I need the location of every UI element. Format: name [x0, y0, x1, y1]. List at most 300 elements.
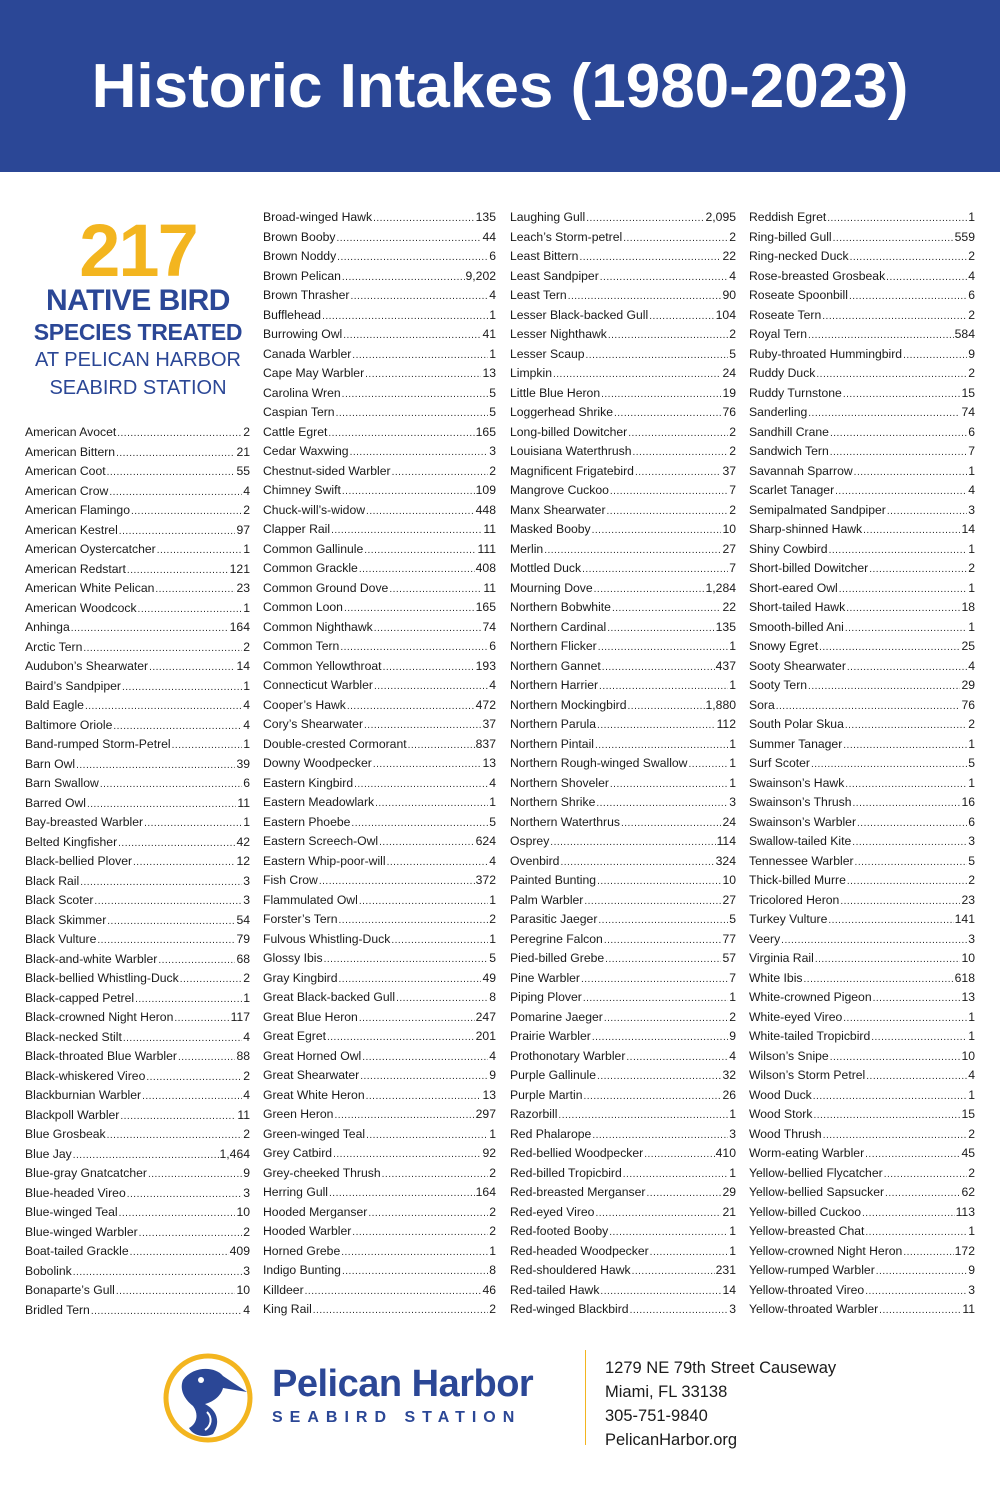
species-row: [25, 599, 250, 619]
dot-leader: [847, 658, 967, 677]
species-row: [510, 345, 736, 365]
dot-leader: [337, 248, 488, 267]
intake-count: 13: [482, 756, 496, 770]
dot-leader: [579, 248, 721, 267]
dot-leader: [600, 1282, 721, 1301]
species-name: Blue Grosbeak: [25, 1127, 106, 1141]
species-row: [749, 481, 975, 501]
species-name: Osprey: [510, 834, 550, 848]
species-row: [510, 715, 736, 735]
species-row: [25, 989, 250, 1009]
summary-line-1: NATIVE BIRD: [46, 284, 230, 317]
species-row: [749, 306, 975, 326]
species-row: [510, 1027, 736, 1047]
species-name: Yellow-crowned Night Heron: [749, 1243, 903, 1258]
species-row: [510, 1164, 736, 1184]
intake-count: 1: [968, 736, 975, 751]
species-column-3: [510, 208, 736, 1320]
species-row: [749, 1300, 975, 1320]
species-name: Barred Owl: [25, 795, 86, 810]
species-name: Swallow-tailed Kite: [749, 834, 852, 848]
dot-leader: [879, 1301, 961, 1320]
dot-leader: [584, 892, 721, 911]
dot-leader: [76, 756, 235, 775]
dot-leader: [583, 989, 728, 1008]
intake-count: 3: [489, 444, 496, 458]
intake-count: 8: [489, 1263, 496, 1277]
species-row: [510, 618, 736, 638]
species-row: [749, 462, 975, 482]
intake-count: 15: [961, 385, 975, 400]
species-name: Caspian Tern: [263, 405, 335, 419]
species-name: Downy Woodpecker: [263, 756, 372, 770]
dot-leader: [313, 1301, 488, 1320]
species-row: [749, 637, 975, 657]
intake-count: 29: [961, 678, 975, 692]
species-name: Eastern Phoebe: [263, 814, 351, 829]
dot-leader: [344, 599, 475, 618]
dot-leader: [843, 736, 967, 755]
intake-count: 16: [961, 795, 975, 809]
species-row: [25, 1086, 250, 1106]
intake-count: 1,880: [705, 697, 736, 712]
species-row: [510, 267, 736, 287]
species-row: [510, 774, 736, 794]
species-row: [749, 559, 975, 579]
dot-leader: [595, 1204, 721, 1223]
dot-leader: [623, 1165, 728, 1184]
dot-leader: [366, 502, 475, 521]
intake-count: 15: [961, 1107, 975, 1121]
species-row: [749, 1222, 975, 1242]
intake-count: 1: [243, 600, 250, 615]
address-line-2: Miami, FL 33138: [605, 1383, 728, 1401]
species-row: [25, 716, 250, 736]
species-name: Loggerhead Shrike: [510, 405, 613, 419]
dot-leader: [828, 911, 953, 930]
dot-leader: [623, 229, 728, 248]
dot-leader: [813, 1106, 960, 1125]
summary-line-4: SEABIRD STATION: [49, 377, 227, 399]
species-name: Blue-winged Teal: [25, 1205, 118, 1219]
species-row: [749, 774, 975, 794]
dot-leader: [600, 268, 728, 287]
dot-leader: [130, 1243, 229, 1262]
species-name: Glossy Ibis: [263, 951, 323, 965]
species-name: Summer Tanager: [749, 736, 843, 751]
species-row: [749, 267, 975, 287]
intake-count: 24: [722, 814, 736, 829]
species-row: [510, 1086, 736, 1106]
species-name: Canada Warbler: [263, 346, 352, 361]
header-banner: [0, 0, 1000, 172]
dot-leader: [107, 912, 235, 931]
species-row: [510, 247, 736, 267]
intake-count: 3: [729, 1302, 736, 1316]
species-row: [263, 657, 496, 677]
intake-count: 135: [475, 210, 496, 224]
species-row: [510, 832, 736, 852]
species-name: Painted Bunting: [510, 873, 597, 887]
intake-count: 164: [475, 1185, 496, 1199]
dot-leader: [374, 619, 482, 638]
species-row: [510, 1066, 736, 1086]
species-name: Worm-eating Warbler: [749, 1146, 865, 1160]
species-name: Common Ground Dove: [263, 580, 389, 595]
intake-count: 4: [489, 775, 496, 790]
species-row: [749, 364, 975, 384]
address-line-1: 1279 NE 79th Street Causeway: [605, 1359, 837, 1377]
intake-count: 97: [236, 522, 250, 537]
website-link[interactable]: PelicanHarbor.org: [605, 1431, 738, 1449]
dot-leader: [597, 716, 716, 735]
dot-leader: [127, 561, 229, 580]
intake-count: 2: [968, 873, 975, 887]
species-row: [749, 1105, 975, 1125]
intake-count: 1: [968, 1224, 975, 1238]
intake-count: 372: [475, 873, 496, 887]
species-row: [25, 1242, 250, 1262]
species-name: Roseate Tern: [749, 307, 822, 322]
species-row: [263, 891, 496, 911]
species-name: Purple Martin: [510, 1087, 583, 1102]
page-title: Historic Intakes (1980-2023): [91, 51, 909, 121]
intake-count: 3: [729, 1126, 736, 1141]
species-row: [510, 1105, 736, 1125]
species-name: Masked Booby: [510, 522, 591, 536]
dot-leader: [396, 989, 488, 1008]
species-row: [25, 833, 250, 853]
intake-count: 4: [729, 268, 736, 283]
species-row: [25, 813, 250, 833]
species-row: [25, 1028, 250, 1048]
dot-leader: [647, 1184, 722, 1203]
species-row: [263, 735, 496, 755]
species-name: Common Gallinule: [263, 541, 364, 556]
species-name: Peregrine Falcon: [510, 931, 603, 946]
intake-count: 7: [968, 444, 975, 458]
dot-leader: [149, 658, 235, 677]
species-name: Blue-gray Gnatcatcher: [25, 1166, 147, 1180]
dot-leader: [359, 560, 475, 579]
intake-count: 1: [489, 307, 496, 322]
dot-leader: [172, 736, 243, 755]
species-name: Blackpoll Warbler: [25, 1107, 120, 1122]
species-row: [749, 384, 975, 404]
dot-leader: [614, 404, 721, 423]
species-name: Flammulated Owl: [263, 892, 358, 907]
intake-count: 77: [722, 931, 736, 946]
species-name: Razorbill: [510, 1107, 558, 1121]
intake-count: 6: [243, 776, 250, 790]
species-name: American Crow: [25, 483, 109, 498]
dot-leader: [146, 1068, 242, 1087]
species-name: Swainson’s Warbler: [749, 814, 857, 829]
intake-count: 1: [489, 346, 496, 361]
species-name: American White Pelican: [25, 581, 155, 595]
intake-count: 27: [722, 541, 736, 556]
species-row: [25, 677, 250, 697]
species-name: Prothonotary Warbler: [510, 1048, 626, 1063]
species-name: South Polar Skua: [749, 717, 844, 731]
species-row: [25, 443, 250, 463]
species-row: [510, 501, 736, 521]
intake-count: 1: [729, 756, 736, 770]
species-name: Northern Harrier: [510, 678, 599, 692]
dot-leader: [342, 1262, 488, 1281]
intake-count: 1: [729, 990, 736, 1004]
species-row: [749, 832, 975, 852]
dot-leader: [846, 599, 960, 618]
intake-count: 2: [729, 327, 736, 341]
species-row: [510, 637, 736, 657]
intake-count: 408: [475, 561, 496, 575]
species-row: [510, 481, 736, 501]
species-name: Ovenbird: [510, 853, 560, 868]
intake-count: 11: [237, 1107, 250, 1122]
dot-leader: [133, 853, 235, 872]
species-name: Blackburnian Warbler: [25, 1088, 142, 1102]
species-name: Short-eared Owl: [749, 580, 838, 595]
species-row: [749, 891, 975, 911]
species-row: [510, 735, 736, 755]
species-name: Wilson’s Storm Petrel: [749, 1068, 866, 1082]
species-name: Short-billed Dowitcher: [749, 561, 869, 575]
intake-count: 1: [489, 1126, 496, 1141]
species-row: [263, 871, 496, 891]
species-name: Grey Catbird: [263, 1146, 333, 1160]
dot-leader: [808, 326, 954, 345]
intake-count: 57: [722, 951, 736, 965]
intake-count: 4: [489, 678, 496, 692]
intake-count: 618: [954, 970, 975, 985]
species-row: [749, 1047, 975, 1067]
dot-leader: [689, 755, 729, 774]
species-name: Northern Bobwhite: [510, 600, 611, 614]
species-name: Long-billed Dowitcher: [510, 424, 628, 439]
intake-count: 2: [243, 1224, 250, 1239]
species-name: American Kestrel: [25, 522, 118, 537]
species-name: Northern Cardinal: [510, 619, 607, 634]
dot-leader: [120, 1107, 236, 1126]
species-row: [263, 618, 496, 638]
dot-leader: [116, 1282, 236, 1301]
intake-count: 4: [968, 268, 975, 283]
species-name: Bald Eagle: [25, 698, 84, 712]
dot-leader: [865, 1282, 967, 1301]
species-row: [263, 286, 496, 306]
species-row: [263, 1125, 496, 1145]
intake-count: 2,095: [705, 210, 736, 224]
species-row: [263, 267, 496, 287]
species-name: Black-bellied Whistling-Duck: [25, 971, 179, 985]
intake-count: 41: [482, 327, 496, 341]
intake-count: 4: [243, 717, 250, 732]
dot-leader: [550, 833, 715, 852]
intake-count: 2: [729, 502, 736, 517]
intake-count: 12: [236, 854, 250, 868]
dot-leader: [324, 950, 489, 969]
species-name: Common Loon: [263, 600, 343, 614]
dot-leader: [351, 814, 488, 833]
species-name: Chuck-will’s-widow: [263, 502, 366, 517]
dot-leader: [610, 482, 728, 501]
intake-count: 2: [489, 1302, 496, 1316]
species-row: [25, 1067, 250, 1087]
intake-count: 165: [475, 424, 496, 439]
species-row: [25, 794, 250, 814]
dot-leader: [337, 229, 482, 248]
species-row: [263, 676, 496, 696]
footer-brand: [272, 1362, 572, 1430]
dot-leader: [853, 794, 961, 813]
species-name: Roseate Spoonbill: [749, 288, 848, 302]
intake-count: 1: [243, 990, 250, 1005]
species-row: [510, 423, 736, 443]
dot-leader: [119, 1204, 236, 1223]
species-name: Mourning Dove: [510, 580, 593, 595]
species-name: Yellow-breasted Chat: [749, 1224, 865, 1238]
species-name: Brown Thrasher: [263, 288, 350, 302]
intake-count: 6: [968, 814, 975, 829]
intake-count: 437: [715, 658, 736, 673]
species-row: [749, 1164, 975, 1184]
dot-leader: [118, 834, 235, 853]
dot-leader: [827, 209, 967, 228]
intake-count: 10: [961, 951, 975, 965]
intake-count: 1,284: [705, 580, 736, 595]
intake-count: 13: [961, 990, 975, 1004]
species-row: [510, 1047, 736, 1067]
intake-count: 1: [729, 1224, 736, 1238]
dot-leader: [843, 385, 961, 404]
species-name: Palm Warbler: [510, 892, 584, 907]
species-row: [510, 793, 736, 813]
intake-count: 1: [968, 619, 975, 634]
species-row: [263, 715, 496, 735]
species-name: Black Rail: [25, 873, 80, 888]
intake-count: 4: [968, 483, 975, 497]
dot-leader: [135, 990, 242, 1009]
dot-leader: [835, 482, 967, 501]
species-name: Least Bittern: [510, 249, 579, 263]
dot-leader: [73, 1263, 242, 1282]
dot-leader: [594, 580, 705, 599]
species-row: [263, 1164, 496, 1184]
dot-leader: [148, 1165, 242, 1184]
dot-leader: [873, 989, 961, 1008]
dot-leader: [808, 404, 960, 423]
intake-count: 14: [236, 659, 250, 673]
dot-leader: [360, 1067, 488, 1086]
intake-count: 6: [489, 639, 496, 653]
dot-leader: [354, 775, 488, 794]
intake-count: 18: [961, 600, 975, 614]
dot-leader: [884, 1165, 968, 1184]
species-name: Band-rumped Storm-Petrel: [25, 737, 171, 751]
intake-count: 3: [243, 893, 250, 907]
species-row: [510, 676, 736, 696]
pelican-logo-icon: [163, 1352, 253, 1444]
dot-leader: [83, 639, 242, 658]
dot-leader: [845, 716, 967, 735]
dot-leader: [327, 1028, 475, 1047]
intake-count: 13: [482, 366, 496, 380]
intake-count: 3: [243, 873, 250, 888]
dot-leader: [342, 268, 465, 287]
dot-leader: [91, 1302, 242, 1321]
intake-count: 3: [968, 1282, 975, 1297]
species-row: [510, 657, 736, 677]
species-row: [510, 871, 736, 891]
dot-leader: [339, 911, 489, 930]
dot-leader: [843, 1009, 967, 1028]
species-summary: [25, 209, 251, 402]
species-row: [749, 1027, 975, 1047]
intake-count: 5: [489, 405, 496, 419]
species-name: Yellow-bellied Flycatcher: [749, 1165, 883, 1180]
intake-count: 23: [961, 892, 975, 907]
species-name: Piping Plover: [510, 990, 582, 1004]
dot-leader: [116, 444, 235, 463]
dot-leader: [598, 911, 728, 930]
dot-leader: [597, 1067, 721, 1086]
intake-count: 4: [489, 288, 496, 302]
dot-leader: [592, 521, 722, 540]
species-name: American Avocet: [25, 425, 117, 439]
intake-count: 74: [482, 619, 496, 634]
intake-count: 1: [243, 815, 250, 829]
species-name: Chestnut-sided Warbler: [263, 463, 391, 478]
intake-count: 247: [475, 1009, 496, 1024]
intake-count: 121: [229, 561, 250, 576]
intake-count: 9: [489, 1068, 496, 1082]
intake-count: 409: [229, 1244, 250, 1258]
intake-count: 2: [243, 971, 250, 985]
species-row: [510, 384, 736, 404]
intake-count: 172: [954, 1243, 975, 1258]
intake-count: 141: [954, 912, 975, 926]
species-name: Turkey Vulture: [749, 912, 828, 926]
dot-leader: [863, 521, 960, 540]
species-name: Swainson’s Thrush: [749, 795, 852, 809]
species-row: [749, 540, 975, 560]
species-row: [263, 579, 496, 599]
species-row: [749, 735, 975, 755]
dot-leader: [158, 951, 235, 970]
species-row: [749, 1125, 975, 1145]
intake-count: 9,202: [465, 268, 496, 283]
dot-leader: [630, 1301, 729, 1320]
intake-count: 1: [729, 1243, 736, 1258]
dot-leader: [382, 1165, 489, 1184]
dot-leader: [333, 1145, 481, 1164]
species-name: Cape May Warbler: [263, 366, 365, 380]
species-name: Magnificent Frigatebird: [510, 463, 634, 478]
species-name: King Rail: [263, 1302, 312, 1316]
species-row: [263, 364, 496, 384]
species-name: Red-billed Tropicbird: [510, 1165, 622, 1180]
intake-count: 9: [729, 1029, 736, 1043]
species-row: [263, 1183, 496, 1203]
dot-leader: [633, 443, 729, 462]
intake-count: 14: [722, 1282, 736, 1297]
dot-leader: [649, 307, 714, 326]
dot-leader: [334, 1106, 474, 1125]
species-row: [263, 1047, 496, 1067]
species-row: [25, 696, 250, 716]
species-name: Blue-winged Warbler: [25, 1224, 138, 1239]
